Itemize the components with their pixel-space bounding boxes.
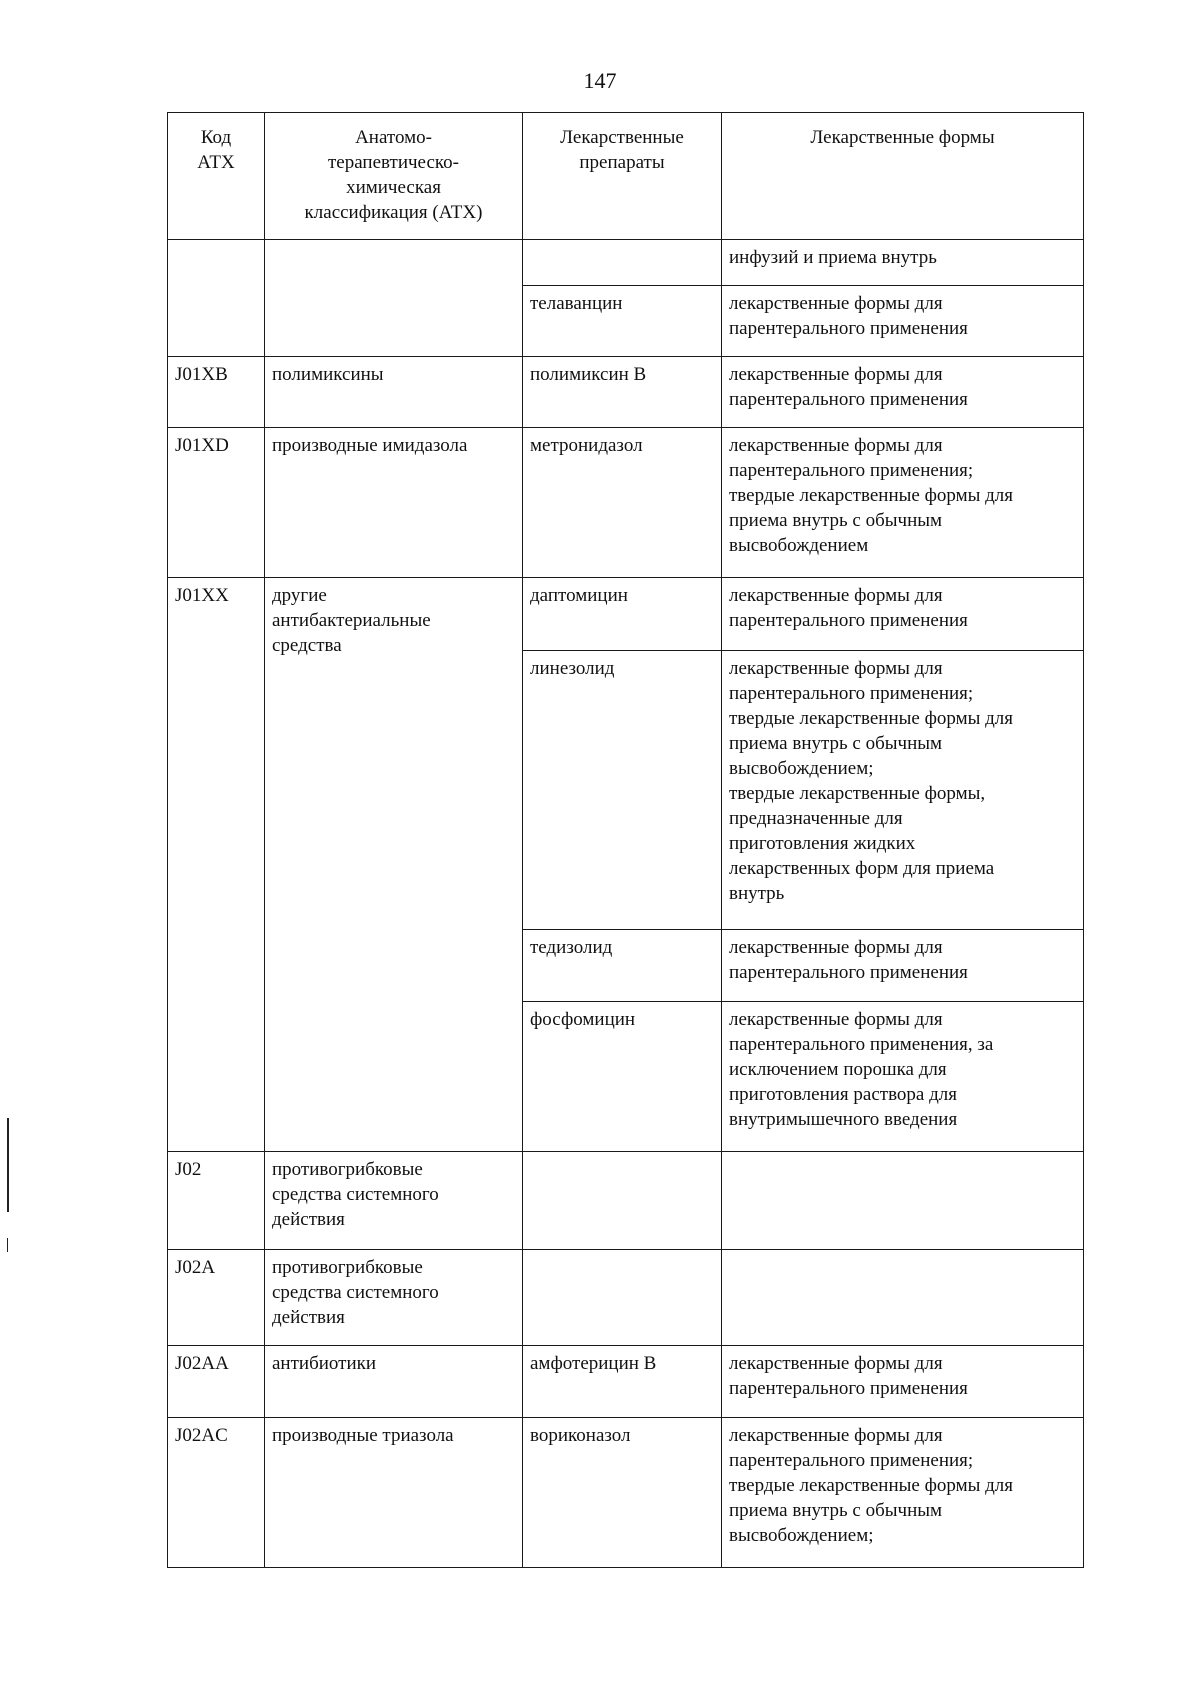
- cell-code: J01XX: [168, 578, 265, 1152]
- cell-code: J01XB: [168, 357, 265, 428]
- cell-classification: полимиксины: [265, 357, 523, 428]
- table-row: [168, 240, 1084, 286]
- cell-drug: даптомицин: [523, 578, 722, 651]
- cell-classification: производные триазола: [265, 1418, 523, 1568]
- cell-form: лекарственные формы для парентерального применения; твердые лекарственные формы для приема внутрь с обычным высвобождением; твердые лекарственные формы, предназначенные для приготовления жидких лекарственных форм для приема внутрь: [722, 651, 1084, 930]
- cell-form: лекарственные формы для парентерального применения: [722, 357, 1084, 428]
- header-drugs: Лекарственные препараты: [523, 113, 722, 240]
- cell-form: [722, 1250, 1084, 1346]
- cell-drug: полимиксин В: [523, 357, 722, 428]
- cell-form: лекарственные формы для парентерального применения, за исключением порошка для приготовления раствора для внутримышечного введения: [722, 1002, 1084, 1152]
- table-row: [168, 578, 1084, 651]
- cell-code: J02A: [168, 1250, 265, 1346]
- cell-drug: метронидазол: [523, 428, 722, 578]
- cell-code: J02AA: [168, 1346, 265, 1418]
- scan-margin-mark: [7, 1238, 8, 1252]
- header-forms: Лекарственные формы: [722, 113, 1084, 240]
- cell-classification: производные имидазола: [265, 428, 523, 578]
- cell-drug: вориконазол: [523, 1418, 722, 1568]
- page-number: 147: [583, 68, 617, 93]
- table-row: [168, 428, 1084, 578]
- cell-form: лекарственные формы для парентерального применения; твердые лекарственные формы для приема внутрь с обычным высвобождением;: [722, 1418, 1084, 1568]
- header-classification: Анатомо- терапевтическо- химическая классификация (АТХ): [265, 113, 523, 240]
- cell-form: инфузий и приема внутрь: [722, 240, 1084, 286]
- cell-code: J02AC: [168, 1418, 265, 1568]
- header-code: Код АТХ: [168, 113, 265, 240]
- cell-drug: амфотерицин В: [523, 1346, 722, 1418]
- cell-code: J02: [168, 1152, 265, 1250]
- cell-classification: другие антибактериальные средства: [265, 578, 523, 1152]
- cell-classification: противогрибковые средства системного действия: [265, 1250, 523, 1346]
- cell-form: [722, 1152, 1084, 1250]
- cell-drug: [523, 1152, 722, 1250]
- cell-drug: линезолид: [523, 651, 722, 930]
- cell-classification: [265, 240, 523, 357]
- table-header-row: [168, 113, 1084, 240]
- table-row: [168, 1250, 1084, 1346]
- cell-form: лекарственные формы для парентерального применения; твердые лекарственные формы для приема внутрь с обычным высвобождением: [722, 428, 1084, 578]
- atx-table: [167, 112, 1084, 1568]
- scan-margin-mark: [7, 1118, 9, 1212]
- cell-drug: [523, 240, 722, 286]
- cell-classification: антибиотики: [265, 1346, 523, 1418]
- cell-form: лекарственные формы для парентерального применения: [722, 930, 1084, 1002]
- table-row: [168, 357, 1084, 428]
- cell-code: J01XD: [168, 428, 265, 578]
- cell-drug: фосфомицин: [523, 1002, 722, 1152]
- table-row: [168, 1152, 1084, 1250]
- cell-form: лекарственные формы для парентерального применения: [722, 578, 1084, 651]
- table-row: [168, 1346, 1084, 1418]
- cell-code: [168, 240, 265, 357]
- cell-classification: противогрибковые средства системного действия: [265, 1152, 523, 1250]
- cell-drug: тедизолид: [523, 930, 722, 1002]
- cell-drug: телаванцин: [523, 286, 722, 357]
- cell-form: лекарственные формы для парентерального применения: [722, 286, 1084, 357]
- cell-drug: [523, 1250, 722, 1346]
- cell-form: лекарственные формы для парентерального применения: [722, 1346, 1084, 1418]
- table-row: [168, 1418, 1084, 1568]
